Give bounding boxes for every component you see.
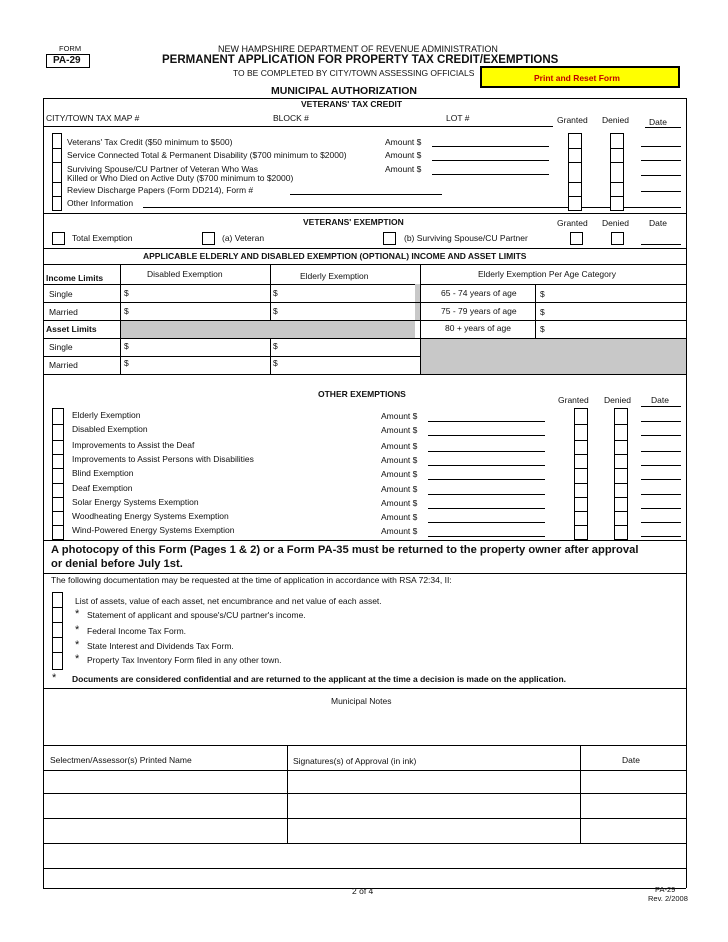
shading [121,321,415,338]
rule [574,424,588,425]
other-date-field[interactable] [641,421,681,422]
rule [610,182,624,183]
print-reset-button[interactable] [480,66,680,88]
rule [43,284,686,285]
rule [43,688,686,689]
other-amount-label: Amount $ [381,455,418,465]
other-amount-label: Amount $ [381,469,418,479]
rule [580,745,581,843]
rule [614,440,628,441]
rule [43,770,686,771]
rule [52,196,62,197]
other-denied-column[interactable] [614,408,628,540]
rule [645,127,681,128]
rule [614,454,628,455]
rule [52,454,64,455]
print-reset-label: Print and Reset Form [534,73,620,83]
income-married-label: Married [49,307,78,317]
amount-label-1: Amount $ [385,137,422,147]
rule [43,213,686,214]
total-exemption-label: Total Exemption [72,233,133,243]
form-label: FORM [59,44,82,53]
other-amount-label: Amount $ [381,425,418,435]
doc-star: * [75,639,80,651]
age-65-74: 65 - 74 years of age [441,288,517,298]
other-exemption-item: Woodheating Energy Systems Exemption [72,511,229,521]
dollar-sign: $ [124,306,129,316]
vet-exemption-granted-checkbox[interactable] [570,232,583,245]
limits-title: APPLICABLE ELDERLY AND DISABLED EXEMPTION (OPTIONAL) INCOME AND ASSET LIMITS [143,251,527,261]
rule [574,525,588,526]
other-date-field[interactable] [641,508,681,509]
rule [52,622,63,623]
frame-right [686,98,687,888]
other-amount-field[interactable] [428,536,545,537]
other-date-field[interactable] [641,465,681,466]
doc-item-2: Statement of applicant and spouse's/CU partner's income. [87,610,306,620]
rule [535,284,536,339]
veteran-checkbox[interactable] [202,232,215,245]
rule [574,497,588,498]
other-exemption-item: Solar Energy Systems Exemption [72,497,199,507]
rule [641,406,681,407]
other-date-field[interactable] [641,451,681,452]
amount-label-3: Amount $ [385,164,422,174]
rule [52,483,64,484]
other-exemption-item: Disabled Exemption [72,424,148,434]
other-amount-field[interactable] [428,508,545,509]
date-field-3[interactable] [641,175,681,176]
signatures-header: Signatures(s) of Approval (in ink) [293,756,417,766]
per-age-header: Elderly Exemption Per Age Category [478,269,616,279]
denied-header-3: Denied [604,395,631,405]
other-amount-label: Amount $ [381,526,418,536]
rule [52,182,62,183]
asset-limits-label: Asset Limits [46,324,97,334]
other-amount-field[interactable] [428,522,545,523]
rule [52,525,64,526]
date-field-1[interactable] [641,146,681,147]
granted-header: Granted [557,115,588,125]
shading [421,339,686,374]
rule [52,607,63,608]
rule [52,424,64,425]
rule [43,302,686,303]
rule [568,148,582,149]
disabled-exemption-header: Disabled Exemption [147,269,223,279]
doc-star: * [75,624,80,636]
amount-field-3[interactable] [432,174,549,175]
rule [568,182,582,183]
other-amount-label: Amount $ [381,411,418,421]
other-date-field[interactable] [641,479,681,480]
other-information-field[interactable] [143,207,681,208]
date-header-3: Date [651,395,669,405]
rule [574,483,588,484]
rule [614,497,628,498]
form-subtitle: TO BE COMPLETED BY CITY/TOWN ASSESSING OFFICIALS [233,68,475,78]
other-amount-field[interactable] [428,435,545,436]
rule [52,440,64,441]
other-exemption-item: Wind-Powered Energy Systems Exemption [72,525,235,535]
other-amount-label: Amount $ [381,484,418,494]
income-limits-label: Income Limits [46,273,104,283]
vet-exemption-denied-checkbox[interactable] [611,232,624,245]
rule [43,745,686,746]
rule [52,148,62,149]
rule [574,440,588,441]
income-single-label: Single [49,289,73,299]
other-amount-field[interactable] [428,479,545,480]
sig-date-header: Date [622,755,640,765]
rule [614,483,628,484]
dollar-sign: $ [124,288,129,298]
spouse-checkbox[interactable] [383,232,396,245]
confidential-note: Documents are considered confidential and are returned to the applicant at the time a decision is made on the application. [72,674,567,684]
rule [568,162,582,163]
other-amount-field[interactable] [428,421,545,422]
other-date-field[interactable] [641,522,681,523]
rule [43,356,421,357]
veteran-label: (a) Veteran [222,233,265,243]
other-exemption-item: Improvements to Assist Persons with Disabilities [72,454,254,464]
granted-header-2: Granted [557,218,588,228]
signature-row-3[interactable] [43,843,686,844]
block-label: BLOCK # [273,113,309,123]
rule [43,264,686,265]
rule [610,148,624,149]
vet-credit-row-3b: Killed or Who Died on Active Duty ($700 minimum to $2000) [67,173,294,183]
asset-single-label: Single [49,342,73,352]
form-title: PERMANENT APPLICATION FOR PROPERTY TAX CREDIT/EXEMPTIONS [162,54,559,66]
asset-married-label: Married [49,360,78,370]
vet-credit-row-4: Review Discharge Papers (Form DD214), Form # [67,185,254,195]
vet-credit-row-5: Other Information [67,198,134,208]
rule [574,468,588,469]
rule [52,162,62,163]
dollar-sign: $ [540,324,545,334]
other-amount-label: Amount $ [381,512,418,522]
vet-credit-checkbox-column[interactable] [52,133,62,211]
other-amount-label: Amount $ [381,498,418,508]
date-field-4[interactable] [641,191,681,192]
footer-form: PA-29 [655,885,676,894]
amount-field-1[interactable] [432,146,549,147]
lot-label: LOT # [446,113,470,123]
other-amount-field[interactable] [428,465,545,466]
amount-field-2[interactable] [432,160,549,161]
dollar-sign: $ [540,307,545,317]
rule [574,454,588,455]
age-80-plus: 80 + years of age [445,323,511,333]
dollar-sign: $ [540,289,545,299]
total-exemption-checkbox[interactable] [52,232,65,245]
rule [43,868,686,869]
amount-label-2: Amount $ [385,150,422,160]
printed-name-header: Selectmen/Assessor(s) Printed Name [50,755,192,765]
denied-checkbox-column[interactable] [610,133,624,211]
vet-exemption-date-field[interactable] [641,244,681,245]
veterans-credit-title: VETERANS' TAX CREDIT [301,99,403,109]
other-granted-column[interactable] [574,408,588,540]
spouse-label: (b) Surviving Spouse/CU Partner [404,233,528,243]
other-date-field[interactable] [641,435,681,436]
signature-row-2[interactable] [43,818,686,819]
doc-star: * [75,653,80,665]
rule [610,196,624,197]
date-field-2[interactable] [641,160,681,161]
date-header: Date [649,117,667,127]
rule [52,468,64,469]
dollar-sign: $ [124,341,129,351]
vet-credit-row-1: Veterans' Tax Credit ($50 minimum to $500) [67,137,233,147]
doc-item-5: Property Tax Inventory Form filed in any other town. [87,655,282,665]
rule [120,264,121,374]
other-exemption-item: Deaf Exemption [72,483,133,493]
dollar-sign: $ [273,341,278,351]
rule [52,652,63,653]
rule [52,497,64,498]
denied-header: Denied [602,115,629,125]
granted-checkbox-column[interactable] [568,133,582,211]
docs-checkbox-column[interactable] [52,592,63,670]
section-title: MUNICIPAL AUTHORIZATION [271,85,418,97]
rule [43,573,686,574]
doc-star: * [52,672,57,684]
denied-header-2: Denied [602,218,629,228]
footer-rev: Rev. 2/2008 [648,894,688,903]
rule [270,264,271,374]
other-exemption-item: Improvements to Assist the Deaf [72,440,195,450]
rule [614,424,628,425]
municipal-notes-label: Municipal Notes [331,696,392,706]
doc-item-3: Federal Income Tax Form. [87,626,187,636]
vet-credit-row-2: Service Connected Total & Permanent Disability ($700 minimum to $2000) [67,150,347,160]
rule [614,468,628,469]
other-amount-label: Amount $ [381,441,418,451]
rule [43,126,553,127]
elderly-exemption-header: Elderly Exemption [300,271,369,281]
notice-line-1: A photocopy of this Form (Pages 1 & 2) or a Form PA-35 must be returned to the property owner after approval [51,544,639,556]
doc-item-4: State Interest and Dividends Tax Form. [87,641,234,651]
dd214-field[interactable] [290,194,442,195]
rule [43,374,686,375]
other-exemption-item: Elderly Exemption [72,410,141,420]
vet-credit-row-3: Surviving Spouse/CU Partner of Veteran Who Was [67,164,259,174]
other-amount-field[interactable] [428,451,545,452]
rule [614,525,628,526]
doc-star: * [75,608,80,620]
notice-line-2: or denial before July 1st. [51,558,183,570]
rule [568,196,582,197]
rule [574,511,588,512]
form-number: PA-29 [53,55,81,66]
department: NEW HAMPSHIRE DEPARTMENT OF REVENUE ADMINISTRATION [218,44,498,54]
dollar-sign: $ [273,358,278,368]
granted-header-3: Granted [558,395,589,405]
rule [614,511,628,512]
other-date-field[interactable] [641,494,681,495]
dollar-sign: $ [273,288,278,298]
other-exemption-item: Blind Exemption [72,468,134,478]
dollar-sign: $ [124,358,129,368]
page-number: 2 of 4 [352,886,374,896]
veterans-exemption-title: VETERANS' EXEMPTION [303,217,404,227]
docs-intro: The following documentation may be requested at the time of application in accordance with RSA 72:34, II: [51,575,452,585]
rule [43,540,686,541]
other-checkbox-column[interactable] [52,408,64,540]
rule [52,637,63,638]
date-header-2: Date [649,218,667,228]
doc-item-1: List of assets, value of each asset, net encumbrance and net value of each asset. [75,596,382,606]
other-amount-field[interactable] [428,494,545,495]
other-exemptions-title: OTHER EXEMPTIONS [318,389,406,399]
signature-row-1[interactable] [43,793,686,794]
rule [610,162,624,163]
other-date-field[interactable] [641,536,681,537]
age-75-79: 75 - 79 years of age [441,306,517,316]
rule [52,511,64,512]
map-label: CITY/TOWN TAX MAP # [46,113,140,123]
rule [287,745,288,843]
rule [43,248,686,249]
dollar-sign: $ [273,306,278,316]
